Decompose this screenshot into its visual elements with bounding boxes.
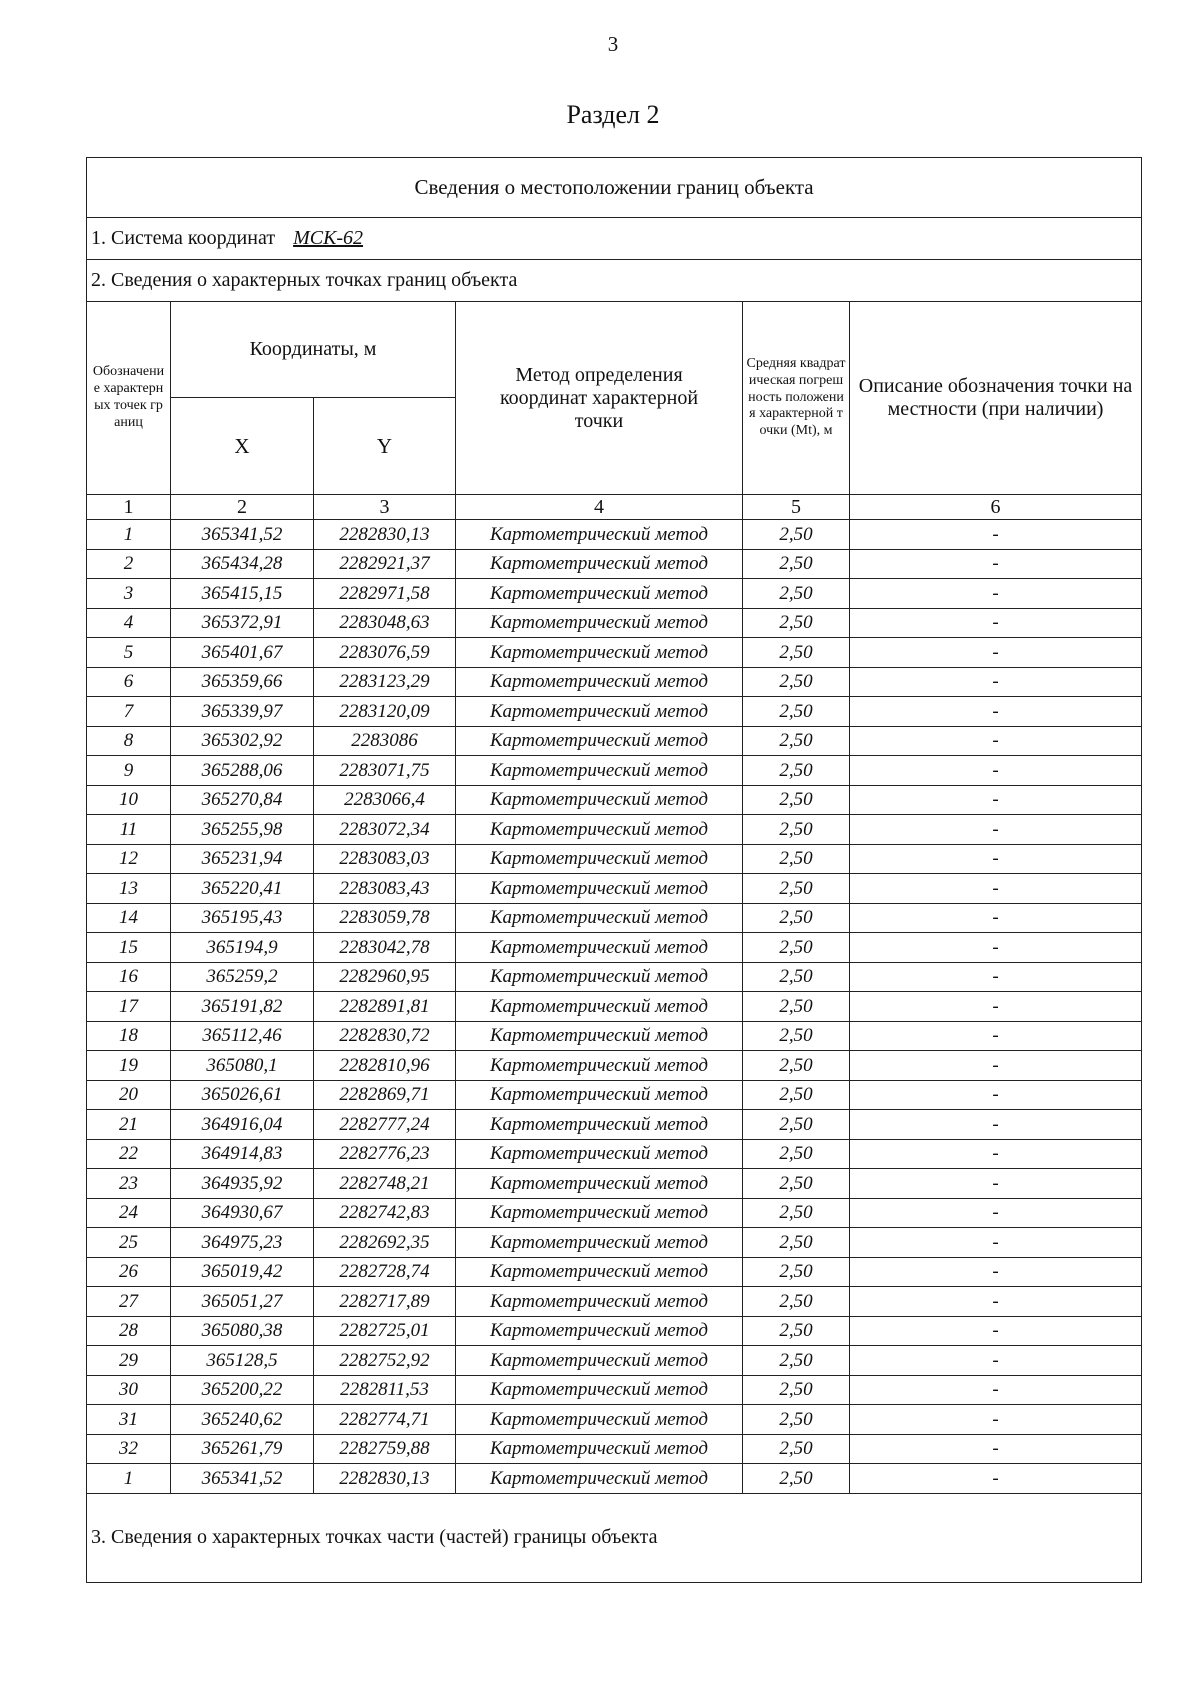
x-coordinate-cell: 364975,23 (171, 1228, 314, 1258)
table-row (87, 520, 1142, 550)
method-cell: Картометрический метод (456, 1257, 743, 1287)
y-coordinate-cell: 2283123,29 (314, 667, 456, 697)
description-cell: - (850, 1051, 1142, 1081)
x-coordinate-cell: 365255,98 (171, 815, 314, 845)
x-coordinate-cell: 365080,38 (171, 1316, 314, 1346)
x-coordinate-cell: 365195,43 (171, 903, 314, 933)
header-method (456, 302, 743, 495)
x-coordinate-cell: 365401,67 (171, 638, 314, 668)
table-row (87, 785, 1142, 815)
mean-error-cell: 2,50 (743, 844, 850, 874)
mean-error-cell: 2,50 (743, 667, 850, 697)
x-coordinate-cell: 365019,42 (171, 1257, 314, 1287)
parts-section-label: 3. Сведения о характерных точках части (частей) границы объекта (87, 1493, 1142, 1582)
x-coordinate-cell: 365341,52 (171, 1464, 314, 1494)
point-designation-cell: 12 (87, 844, 171, 874)
table-row (87, 549, 1142, 579)
mean-error-cell: 2,50 (743, 1198, 850, 1228)
point-designation-cell: 5 (87, 638, 171, 668)
point-designation-cell: 18 (87, 1021, 171, 1051)
mean-error-cell: 2,50 (743, 697, 850, 727)
table-row (87, 1169, 1142, 1199)
description-cell: - (850, 962, 1142, 992)
column-number: 2 (171, 495, 314, 520)
point-designation-cell: 9 (87, 756, 171, 786)
table-row (87, 1464, 1142, 1494)
method-cell: Картометрический метод (456, 667, 743, 697)
point-designation-cell: 23 (87, 1169, 171, 1199)
method-cell: Картометрический метод (456, 962, 743, 992)
point-designation-cell: 21 (87, 1110, 171, 1140)
mean-error-cell: 2,50 (743, 1287, 850, 1317)
mean-error-cell: 2,50 (743, 1405, 850, 1435)
method-cell: Картометрический метод (456, 1051, 743, 1081)
y-coordinate-cell: 2283086 (314, 726, 456, 756)
point-designation-cell: 28 (87, 1316, 171, 1346)
point-designation-cell: 1 (87, 1464, 171, 1494)
y-coordinate-cell: 2282692,35 (314, 1228, 456, 1258)
method-cell: Картометрический метод (456, 1021, 743, 1051)
coordinate-system-value: МСК-62 (293, 227, 364, 249)
point-designation-cell: 31 (87, 1405, 171, 1435)
point-designation-cell: 2 (87, 549, 171, 579)
mean-error-cell: 2,50 (743, 1257, 850, 1287)
table-row (87, 608, 1142, 638)
y-coordinate-cell: 2282921,37 (314, 549, 456, 579)
x-coordinate-cell: 365259,2 (171, 962, 314, 992)
y-coordinate-cell: 2282830,13 (314, 520, 456, 550)
point-designation-cell: 7 (87, 697, 171, 727)
table-row (87, 844, 1142, 874)
x-coordinate-cell: 364914,83 (171, 1139, 314, 1169)
x-coordinate-cell: 365240,62 (171, 1405, 314, 1435)
mean-error-cell: 2,50 (743, 520, 850, 550)
table-row (87, 1139, 1142, 1169)
method-cell: Картометрический метод (456, 1405, 743, 1435)
header-description-text: Описание обозначения точки на местности (при наличии) (858, 375, 1133, 420)
x-coordinate-cell: 365415,15 (171, 579, 314, 609)
page-number: 3 (607, 32, 619, 56)
points-section-label: 2. Сведения о характерных точках границ объекта (87, 260, 1142, 302)
table-row (87, 903, 1142, 933)
mean-error-cell: 2,50 (743, 579, 850, 609)
description-cell: - (850, 933, 1142, 963)
method-cell: Картометрический метод (456, 756, 743, 786)
mean-error-cell: 2,50 (743, 1139, 850, 1169)
point-designation-cell: 24 (87, 1198, 171, 1228)
method-cell: Картометрический метод (456, 1139, 743, 1169)
column-number: 5 (743, 495, 850, 520)
description-cell: - (850, 756, 1142, 786)
header-mean-error (743, 302, 850, 495)
method-cell: Картометрический метод (456, 815, 743, 845)
point-designation-cell: 16 (87, 962, 171, 992)
y-coordinate-cell: 2283066,4 (314, 785, 456, 815)
x-coordinate-cell: 365128,5 (171, 1346, 314, 1376)
mean-error-cell: 2,50 (743, 1434, 850, 1464)
y-coordinate-cell: 2282830,13 (314, 1464, 456, 1494)
description-cell: - (850, 815, 1142, 845)
point-designation-cell: 4 (87, 608, 171, 638)
table-row (87, 1434, 1142, 1464)
description-cell: - (850, 608, 1142, 638)
table-row (87, 815, 1142, 845)
section-title: Раздел 2 (566, 100, 660, 129)
table-title: Сведения о местоположении границ объекта (87, 158, 1142, 218)
header-method-text: Метод определения координат характерной точки (499, 363, 699, 432)
description-cell: - (850, 1375, 1142, 1405)
mean-error-cell: 2,50 (743, 933, 850, 963)
y-coordinate-cell: 2283083,43 (314, 874, 456, 904)
table-row (87, 1080, 1142, 1110)
mean-error-cell: 2,50 (743, 638, 850, 668)
y-coordinate-cell: 2283048,63 (314, 608, 456, 638)
description-cell: - (850, 1228, 1142, 1258)
mean-error-cell: 2,50 (743, 756, 850, 786)
table-row (87, 638, 1142, 668)
table-row (87, 756, 1142, 786)
method-cell: Картометрический метод (456, 874, 743, 904)
point-designation-cell: 27 (87, 1287, 171, 1317)
y-coordinate-cell: 2282728,74 (314, 1257, 456, 1287)
method-cell: Картометрический метод (456, 697, 743, 727)
x-coordinate-cell: 365220,41 (171, 874, 314, 904)
table-row (87, 1375, 1142, 1405)
description-cell: - (850, 1080, 1142, 1110)
mean-error-cell: 2,50 (743, 1080, 850, 1110)
description-cell: - (850, 1405, 1142, 1435)
description-cell: - (850, 903, 1142, 933)
method-cell: Картометрический метод (456, 1169, 743, 1199)
x-coordinate-cell: 365302,92 (171, 726, 314, 756)
description-cell: - (850, 844, 1142, 874)
description-cell: - (850, 667, 1142, 697)
description-cell: - (850, 1110, 1142, 1140)
table-row (87, 1346, 1142, 1376)
y-coordinate-cell: 2282759,88 (314, 1434, 456, 1464)
description-cell: - (850, 1434, 1142, 1464)
header-x: X (171, 398, 314, 495)
table-row (87, 1021, 1142, 1051)
table-row (87, 1316, 1142, 1346)
y-coordinate-cell: 2282971,58 (314, 579, 456, 609)
table-row (87, 874, 1142, 904)
description-cell: - (850, 1139, 1142, 1169)
x-coordinate-cell: 365434,28 (171, 549, 314, 579)
mean-error-cell: 2,50 (743, 1169, 850, 1199)
table-row (87, 1110, 1142, 1140)
method-cell: Картометрический метод (456, 933, 743, 963)
x-coordinate-cell: 365341,52 (171, 520, 314, 550)
method-cell: Картометрический метод (456, 638, 743, 668)
table-row (87, 1287, 1142, 1317)
column-number: 3 (314, 495, 456, 520)
table-row (87, 992, 1142, 1022)
method-cell: Картометрический метод (456, 1110, 743, 1140)
y-coordinate-cell: 2282869,71 (314, 1080, 456, 1110)
point-designation-cell: 20 (87, 1080, 171, 1110)
mean-error-cell: 2,50 (743, 1464, 850, 1494)
method-cell: Картометрический метод (456, 549, 743, 579)
table-row (87, 579, 1142, 609)
y-coordinate-cell: 2282960,95 (314, 962, 456, 992)
mean-error-cell: 2,50 (743, 1346, 850, 1376)
table-row (87, 667, 1142, 697)
column-number: 1 (87, 495, 171, 520)
mean-error-cell: 2,50 (743, 1316, 850, 1346)
x-coordinate-cell: 365288,06 (171, 756, 314, 786)
table-row (87, 1257, 1142, 1287)
y-coordinate-cell: 2283083,03 (314, 844, 456, 874)
y-coordinate-cell: 2282717,89 (314, 1287, 456, 1317)
description-cell: - (850, 1198, 1142, 1228)
table-row (87, 1405, 1142, 1435)
method-cell: Картометрический метод (456, 785, 743, 815)
method-cell: Картометрический метод (456, 1375, 743, 1405)
description-cell: - (850, 520, 1142, 550)
mean-error-cell: 2,50 (743, 874, 850, 904)
method-cell: Картометрический метод (456, 1080, 743, 1110)
y-coordinate-cell: 2282891,81 (314, 992, 456, 1022)
table-row (87, 726, 1142, 756)
mean-error-cell: 2,50 (743, 815, 850, 845)
description-cell: - (850, 1021, 1142, 1051)
table-row (87, 1228, 1142, 1258)
method-cell: Картометрический метод (456, 992, 743, 1022)
x-coordinate-cell: 365194,9 (171, 933, 314, 963)
y-coordinate-cell: 2282752,92 (314, 1346, 456, 1376)
point-designation-cell: 11 (87, 815, 171, 845)
point-designation-cell: 19 (87, 1051, 171, 1081)
x-coordinate-cell: 364916,04 (171, 1110, 314, 1140)
x-coordinate-cell: 365080,1 (171, 1051, 314, 1081)
point-designation-cell: 32 (87, 1434, 171, 1464)
y-coordinate-cell: 2282830,72 (314, 1021, 456, 1051)
point-designation-cell: 13 (87, 874, 171, 904)
table-row (87, 1198, 1142, 1228)
y-coordinate-cell: 2282742,83 (314, 1198, 456, 1228)
description-cell: - (850, 697, 1142, 727)
header-y: Y (314, 398, 456, 495)
y-coordinate-cell: 2283120,09 (314, 697, 456, 727)
coordinate-system-label: 1. Система координат (91, 227, 276, 249)
column-number: 6 (850, 495, 1142, 520)
x-coordinate-cell: 365026,61 (171, 1080, 314, 1110)
x-coordinate-cell: 365231,94 (171, 844, 314, 874)
mean-error-cell: 2,50 (743, 549, 850, 579)
method-cell: Картометрический метод (456, 1434, 743, 1464)
point-designation-cell: 8 (87, 726, 171, 756)
description-cell: - (850, 1257, 1142, 1287)
table-row (87, 1051, 1142, 1081)
method-cell: Картометрический метод (456, 1287, 743, 1317)
y-coordinate-cell: 2282811,53 (314, 1375, 456, 1405)
description-cell: - (850, 726, 1142, 756)
method-cell: Картометрический метод (456, 1316, 743, 1346)
table-row (87, 697, 1142, 727)
point-designation-cell: 17 (87, 992, 171, 1022)
x-coordinate-cell: 365359,66 (171, 667, 314, 697)
y-coordinate-cell: 2282774,71 (314, 1405, 456, 1435)
y-coordinate-cell: 2283042,78 (314, 933, 456, 963)
x-coordinate-cell: 365112,46 (171, 1021, 314, 1051)
header-mean-error-text: Средняя квадратическая погрешность положения характерной точки (Mt), м (746, 356, 846, 439)
y-coordinate-cell: 2282748,21 (314, 1169, 456, 1199)
description-cell: - (850, 1169, 1142, 1199)
method-cell: Картометрический метод (456, 1346, 743, 1376)
x-coordinate-cell: 365051,27 (171, 1287, 314, 1317)
mean-error-cell: 2,50 (743, 608, 850, 638)
mean-error-cell: 2,50 (743, 1051, 850, 1081)
point-designation-cell: 29 (87, 1346, 171, 1376)
y-coordinate-cell: 2283072,34 (314, 815, 456, 845)
method-cell: Картометрический метод (456, 1228, 743, 1258)
method-cell: Картометрический метод (456, 520, 743, 550)
mean-error-cell: 2,50 (743, 903, 850, 933)
y-coordinate-cell: 2283071,75 (314, 756, 456, 786)
point-designation-cell: 1 (87, 520, 171, 550)
method-cell: Картометрический метод (456, 579, 743, 609)
point-designation-cell: 15 (87, 933, 171, 963)
x-coordinate-cell: 364930,67 (171, 1198, 314, 1228)
method-cell: Картометрический метод (456, 608, 743, 638)
table-row (87, 962, 1142, 992)
y-coordinate-cell: 2282776,23 (314, 1139, 456, 1169)
description-cell: - (850, 638, 1142, 668)
x-coordinate-cell: 365270,84 (171, 785, 314, 815)
description-cell: - (850, 785, 1142, 815)
method-cell: Картометрический метод (456, 1198, 743, 1228)
column-number: 4 (456, 495, 743, 520)
description-cell: - (850, 579, 1142, 609)
header-description (850, 302, 1142, 495)
mean-error-cell: 2,50 (743, 1228, 850, 1258)
x-coordinate-cell: 365372,91 (171, 608, 314, 638)
point-designation-cell: 6 (87, 667, 171, 697)
description-cell: - (850, 874, 1142, 904)
x-coordinate-cell: 365339,97 (171, 697, 314, 727)
y-coordinate-cell: 2282810,96 (314, 1051, 456, 1081)
mean-error-cell: 2,50 (743, 1375, 850, 1405)
x-coordinate-cell: 364935,92 (171, 1169, 314, 1199)
mean-error-cell: 2,50 (743, 1021, 850, 1051)
point-designation-cell: 22 (87, 1139, 171, 1169)
description-cell: - (850, 549, 1142, 579)
x-coordinate-cell: 365200,22 (171, 1375, 314, 1405)
y-coordinate-cell: 2283059,78 (314, 903, 456, 933)
method-cell: Картометрический метод (456, 1464, 743, 1494)
point-designation-cell: 14 (87, 903, 171, 933)
description-cell: - (850, 1287, 1142, 1317)
method-cell: Картометрический метод (456, 844, 743, 874)
point-designation-cell: 26 (87, 1257, 171, 1287)
table-row (87, 933, 1142, 963)
x-coordinate-cell: 365191,82 (171, 992, 314, 1022)
y-coordinate-cell: 2282725,01 (314, 1316, 456, 1346)
description-cell: - (850, 992, 1142, 1022)
x-coordinate-cell: 365261,79 (171, 1434, 314, 1464)
boundary-table (86, 157, 1142, 1583)
point-designation-cell: 30 (87, 1375, 171, 1405)
description-cell: - (850, 1316, 1142, 1346)
mean-error-cell: 2,50 (743, 785, 850, 815)
method-cell: Картометрический метод (456, 726, 743, 756)
column-numbers-row (87, 495, 1142, 520)
mean-error-cell: 2,50 (743, 962, 850, 992)
mean-error-cell: 2,50 (743, 992, 850, 1022)
description-cell: - (850, 1346, 1142, 1376)
point-designation-cell: 3 (87, 579, 171, 609)
point-designation-cell: 25 (87, 1228, 171, 1258)
method-cell: Картометрический метод (456, 903, 743, 933)
coordinate-system-row (87, 218, 1142, 260)
header-coordinates: Координаты, м (171, 302, 456, 398)
header-point-designation (87, 302, 171, 495)
y-coordinate-cell: 2283076,59 (314, 638, 456, 668)
mean-error-cell: 2,50 (743, 1110, 850, 1140)
header-point-designation-text: Обозначение характерных точек границ (92, 364, 165, 430)
y-coordinate-cell: 2282777,24 (314, 1110, 456, 1140)
description-cell: - (850, 1464, 1142, 1494)
point-designation-cell: 10 (87, 785, 171, 815)
mean-error-cell: 2,50 (743, 726, 850, 756)
